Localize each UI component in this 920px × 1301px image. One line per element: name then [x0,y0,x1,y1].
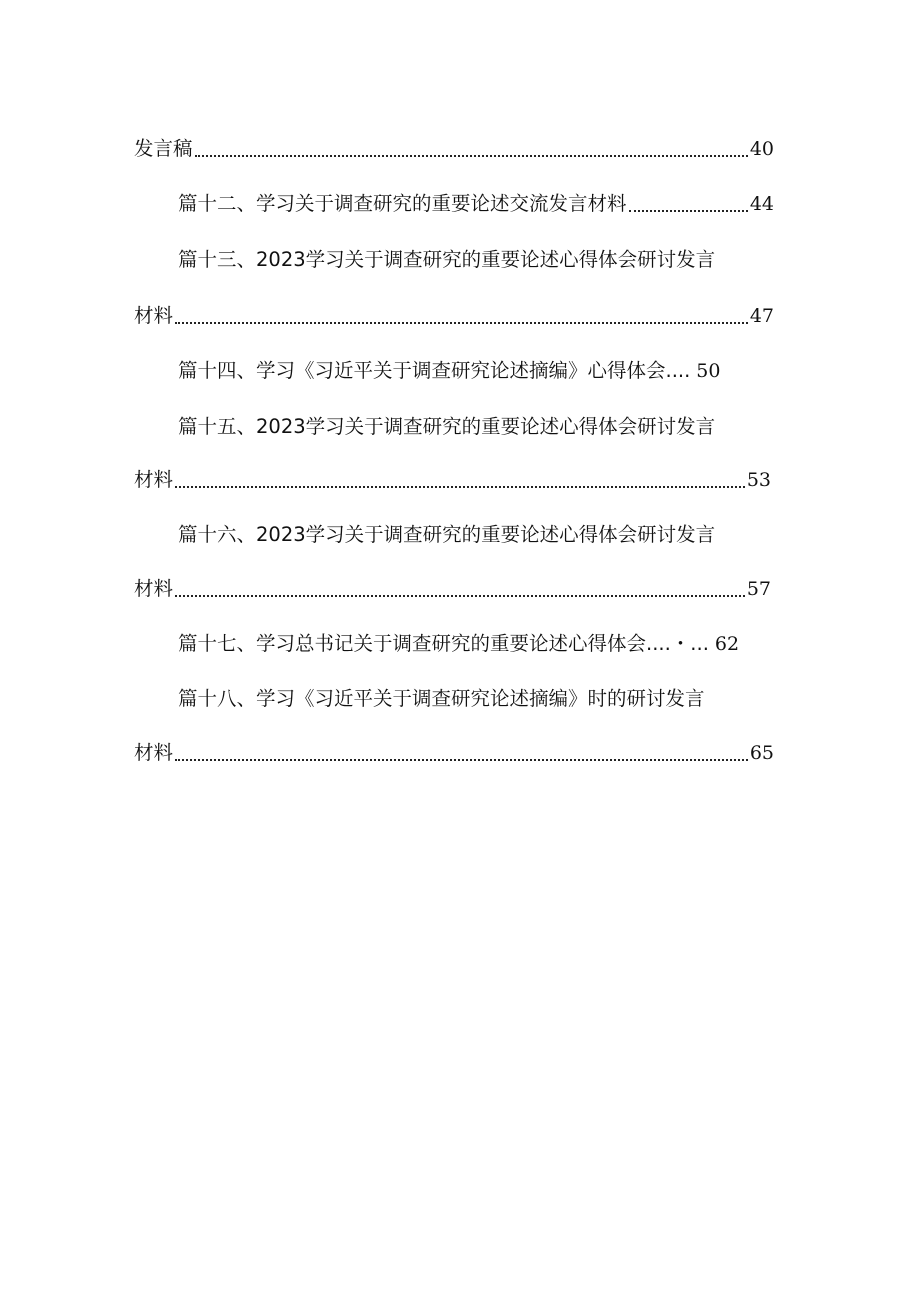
toc-entry[interactable] [178,352,738,386]
toc-page-number: 57 [746,578,771,600]
toc-page-number: 47 [749,305,774,327]
toc-entry[interactable] [178,516,774,550]
toc-entry-continuation[interactable] [134,130,774,164]
toc-entry-label: 篇十四、学习《习近平关于调查研究论述摘编》心得体会.... [178,359,691,382]
toc-page-number: 62 [714,633,740,655]
toc-entry-label: 篇十二、学习关于调查研究的重要论述交流发言材料 [178,192,627,215]
toc-entry-label: 篇十七、学习总书记关于调查研究的重要论述心得体会....・... [178,632,709,655]
toc-entry-label: 材料 [134,304,174,327]
toc-dot-leader [195,155,748,157]
toc-page-number: 65 [749,742,774,764]
toc-entry-label: 篇十五、2023学习关于调查研究的重要论述心得体会研讨发言 [178,415,716,438]
toc-entry-label: 篇十八、学习《习近平关于调查研究论述摘编》时的研讨发言 [178,687,705,710]
toc-entry[interactable] [178,185,774,219]
toc-entry-label: 发言稿 [134,137,193,160]
toc-dot-leader [175,322,748,324]
toc-page-number: 53 [746,469,771,491]
toc-entry-continuation[interactable] [134,734,774,768]
toc-dot-leader [629,210,748,212]
toc-entry[interactable] [178,408,774,442]
toc-entry-continuation[interactable] [134,461,771,495]
toc-entry-label: 材料 [134,577,174,600]
toc-dot-leader [175,595,745,597]
toc-dot-leader [175,759,748,761]
toc-dot-leader [175,486,745,488]
toc-entry-label: 篇十三、2023学习关于调查研究的重要论述心得体会研讨发言 [178,248,716,271]
toc-entry-label: 篇十六、2023学习关于调查研究的重要论述心得体会研讨发言 [178,523,716,546]
toc-entry-continuation[interactable] [134,570,771,604]
toc-page-number: 50 [696,360,721,382]
toc-entry[interactable] [178,625,748,659]
toc-entry-label: 材料 [134,741,174,764]
toc-page-number: 44 [749,193,774,215]
toc-entry[interactable] [178,241,774,275]
toc-entry[interactable] [178,680,774,714]
toc-entry-label: 材料 [134,468,174,491]
toc-entry-continuation[interactable] [134,297,774,331]
toc-page-number: 40 [749,138,774,160]
